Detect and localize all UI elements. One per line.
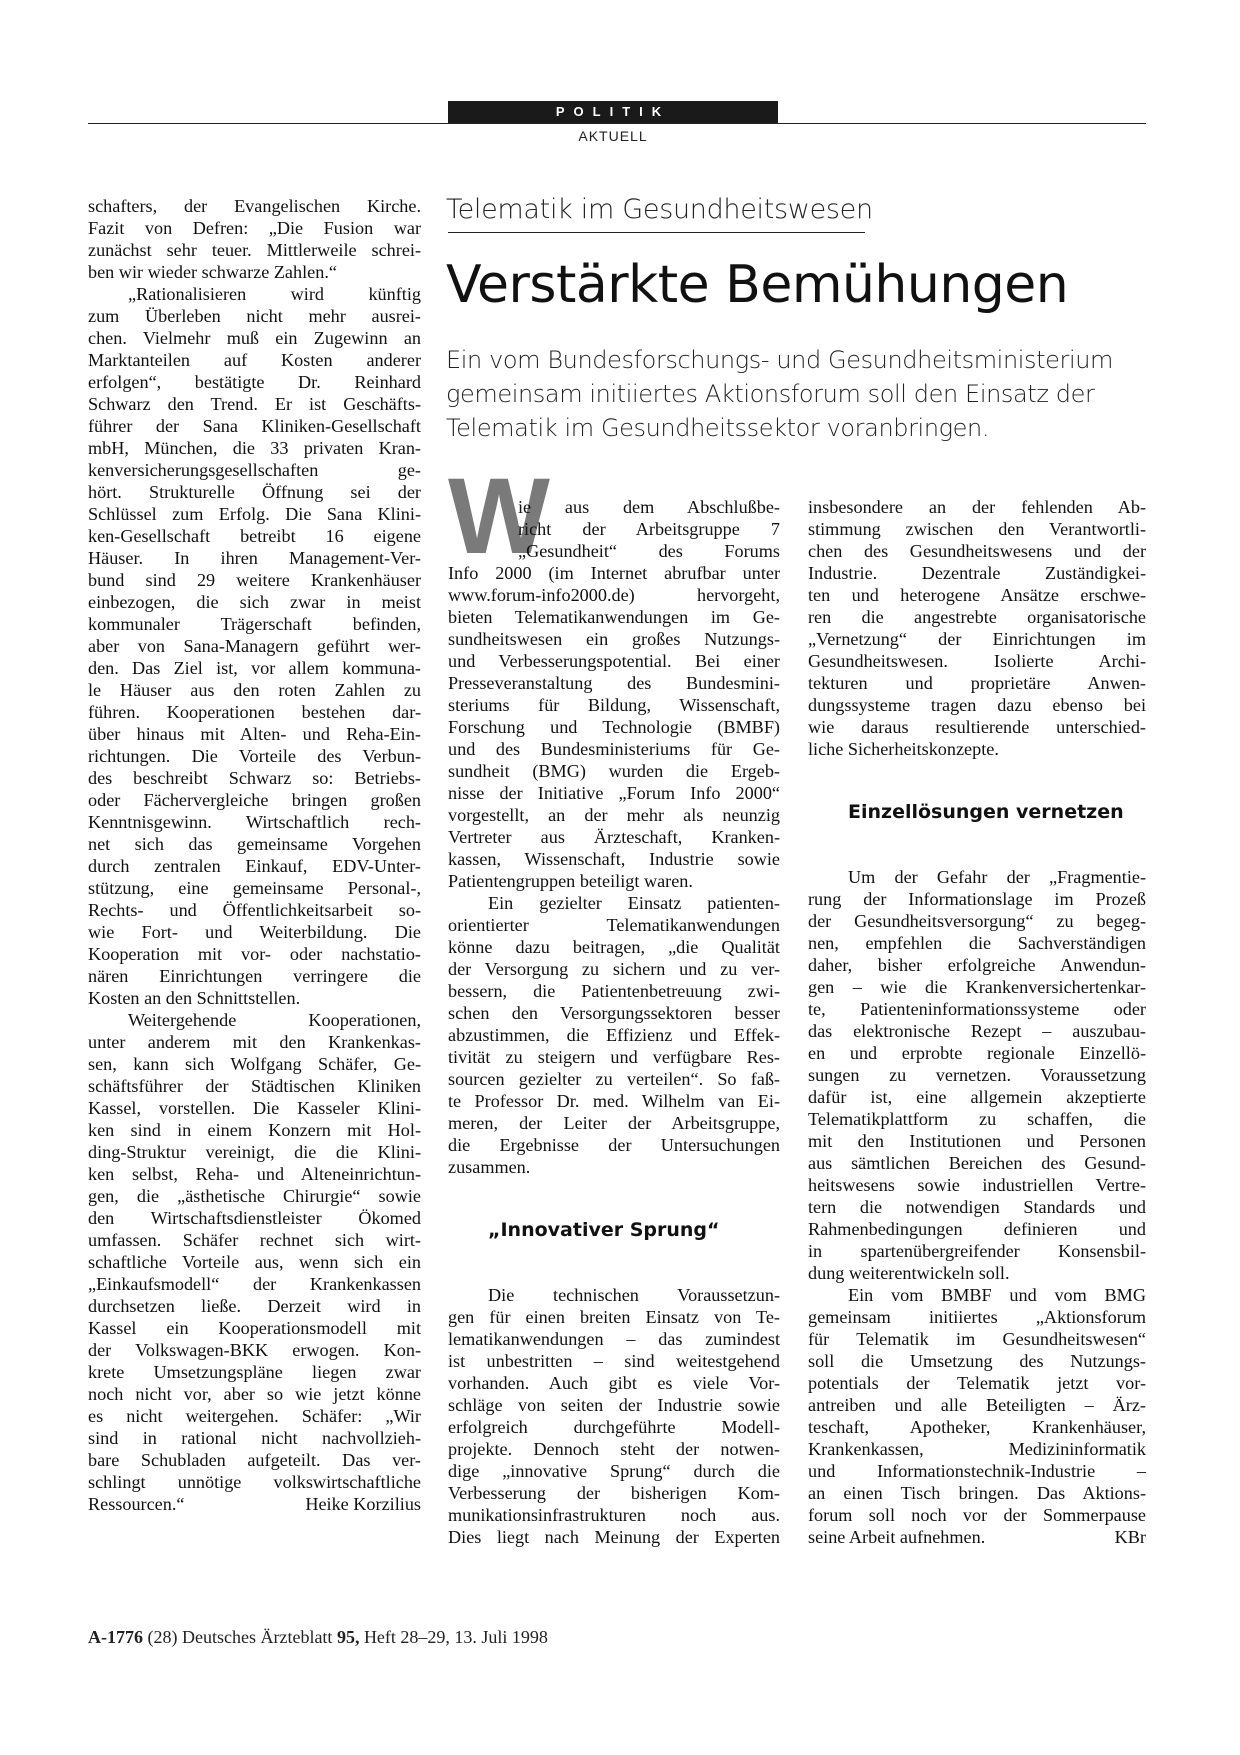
text-line: Fazit von Defren: „Die Fusion war (88, 218, 421, 238)
text-line: des beschreibt Schwarz so: Betriebs- (88, 768, 421, 788)
text-line: gen für einen breiten Einsatz von Te- (448, 1307, 780, 1327)
text-line: dige „innovative Sprung“ durch die (448, 1461, 780, 1481)
text-line: te Professor Dr. med. Wilhelm van Ei- (448, 1091, 780, 1111)
text-line: bieten Telematikanwendungen im Ge- (448, 607, 780, 627)
text-line: unter anderem mit den Krankenkas- (88, 1032, 421, 1052)
text-line: der Versorgung zu sichern und zu ver- (448, 959, 780, 979)
text-line: den Wirtschaftsdienstleister Ökomed (88, 1208, 421, 1228)
text-line: und Informationstechnik-Industrie – (808, 1461, 1146, 1481)
kicker-rule (448, 232, 865, 233)
text-line: „Rationalisieren wird künftig (128, 284, 421, 304)
text-line: der Gesundheitsversorgung“ zu begeg- (808, 911, 1146, 931)
text-line: führer der Sana Kliniken-Gesellschaft (88, 416, 421, 436)
closing-line (808, 1526, 1146, 1548)
closing-text: seine Arbeit aufnehmen. (808, 1527, 986, 1547)
text-line: aber von Sana-Managern geführt wer- (88, 636, 421, 656)
text-line: wie daraus resultierende unterschied- (808, 717, 1146, 737)
text-line: „Einkaufsmodell“ der Krankenkassen (88, 1274, 421, 1294)
text-line: schlingt unnötige volkswirtschaftliche (88, 1472, 421, 1492)
text-line: rung der Informationslage im Prozeß (808, 889, 1146, 909)
text-line: richtungen. Die Vorteile des Verbun- (88, 746, 421, 766)
text-line: projekte. Dennoch steht der notwen- (448, 1439, 780, 1459)
text-line: schäftsführer der Städtischen Kliniken (88, 1076, 421, 1096)
text-line: sundheit (BMG) wurden die Ergeb- (448, 761, 780, 781)
text-line: mbH, München, die 33 privaten Kran- (88, 438, 421, 458)
text-line: vorgestellt, an der mehr als neunzig (448, 805, 780, 825)
text-line: stützung, eine gemeinsame Personal-, (88, 878, 421, 898)
text-line: ken sind in einem Konzern mit Hol- (88, 1120, 421, 1140)
text-line: kenversicherungsgesellschaften ge- (88, 460, 421, 480)
text-line: gemeinsam initiiertes „Aktionsforum (808, 1307, 1146, 1327)
article-kicker: Telematik im Gesundheitswesen (446, 194, 873, 225)
text-line: tivität zu steigern und verfügbare Res- (448, 1047, 780, 1067)
lead-line: gemeinsam initiiertes Aktionsforum soll den Einsatz der (446, 380, 1095, 408)
text-line: gen – wie die Krankenversichertenkar- (808, 977, 1146, 997)
text-line: das elektronische Rezept – auszubau- (808, 1021, 1146, 1041)
text-line: steriums für Bildung, Wissenschaft, (448, 695, 780, 715)
text-line: potentials der Telematik jetzt vor- (808, 1373, 1146, 1393)
text-line: über hinaus mit Alten- und Reha-Ein- (88, 724, 421, 744)
text-line: heitswesens sowie industriellen Vertre- (808, 1175, 1146, 1195)
text-line: Info 2000 (im Internet abrufbar unter (448, 563, 780, 583)
volume: 95, (336, 1627, 360, 1647)
text-line: abzustimmen, die Effizienz und Effek- (448, 1025, 780, 1045)
text-line: ken selbst, Reha- und Alteneinrichtun- (88, 1164, 421, 1184)
text-line: zum Überleben nicht mehr ausrei- (88, 306, 421, 326)
text-line: Gesundheitswesen. Isolierte Archi- (808, 651, 1146, 671)
text-line: und des Bundesministeriums für Ge- (448, 739, 780, 759)
text-line: Dies liegt nach Meinung der Experten (448, 1527, 780, 1547)
text-line: nisse der Initiative „Forum Info 2000“ (448, 783, 780, 803)
text-line: Kassel ein Kooperationsmodell mit (88, 1318, 421, 1338)
text-line: www.forum-info2000.de) hervorgeht, (448, 585, 780, 605)
text-line: ken-Gesellschaft betreibt 16 eigene (88, 526, 421, 546)
text-line: könne dazu beitragen, „die Qualität (448, 937, 780, 957)
text-line: tekturen und proprietäre Anwen- (808, 673, 1146, 693)
text-line: für Telematik im Gesundheitswesen“ (808, 1329, 1146, 1349)
text-line: stimmung zwischen den Verantwortli- (808, 519, 1146, 539)
text-line: liche Sicherheitskonzepte. (808, 739, 999, 759)
text-line: „Gesundheit“ des Forums (518, 541, 780, 561)
text-line: en und erprobte regionale Einzellö- (808, 1043, 1146, 1063)
text-line: le Häuser aus den roten Zahlen zu (88, 680, 421, 700)
text-line: in spartenübergreifender Konsensbil- (808, 1241, 1146, 1261)
text-line: chen. Vielmehr muß ein Zugewinn an (88, 328, 421, 348)
column-2 (448, 496, 780, 1548)
text-line: vorhanden. Auch gibt es viele Vor- (448, 1373, 780, 1393)
text-line: daher, bisher erfolgreiche Anwendun- (808, 955, 1146, 975)
text-line: ding-Struktur vereinigt, die die Klini- (88, 1142, 421, 1162)
section-rubric: POLITIK (448, 101, 778, 123)
text-line: schläge von seiten der Industrie sowie (448, 1395, 780, 1415)
text-line: kommunaler Trägerschaft befinden, (88, 614, 421, 634)
text-line: ben wir wieder schwarze Zahlen.“ (88, 262, 337, 282)
text-line: Kosten an den Schnittstellen. (88, 988, 301, 1008)
text-line: und Verbesserungspotential. Bei einer (448, 651, 780, 671)
page-number: A-1776 (88, 1627, 143, 1647)
text-line: net sich das gemeinsame Vorgehen (88, 834, 421, 854)
text-line: sungen zu vernetzen. Voraussetzung (808, 1065, 1146, 1085)
text-line: Kooperation mit vor- oder nachstatio- (88, 944, 421, 964)
text-line: krete Umsetzungspläne liegen zwar (88, 1362, 421, 1382)
text-line: bessern, die Patientenbetreuung zwi- (448, 981, 780, 1001)
lead-line: Ein vom Bundesforschungs- und Gesundheitsministerium (446, 346, 1114, 374)
text-line: „Vernetzung“ der Einrichtungen im (808, 629, 1146, 649)
text-line: einbezogen, die sich zwar in meist (88, 592, 421, 612)
text-line: mit den Institutionen und Personen (808, 1131, 1146, 1151)
article-headline: Verstärkte Bemühungen (446, 255, 1069, 315)
text-line: Presseveranstaltung des Bundesmini- (448, 673, 780, 693)
text-line: erfolgreich durchgeführte Modell- (448, 1417, 780, 1437)
text-line: dungssysteme tragen dazu ebenso bei (808, 695, 1146, 715)
section-subrubric: AKTUELL (578, 128, 648, 144)
issue-page: (28) Deutsches Ärzteblatt (147, 1627, 333, 1647)
text-line: kassen, Wissenschaft, Industrie sowie (448, 849, 780, 869)
text-line: schafters, der Evangelischen Kirche. (88, 196, 421, 216)
text-line: die Ergebnisse der Untersuchungen (448, 1135, 780, 1155)
text-line: Ein vom BMBF und vom BMG (848, 1285, 1146, 1305)
column-1 (88, 195, 421, 1515)
text-line: lematikanwendungen – das zumindest (448, 1329, 780, 1349)
text-line: Telematikplattform zu schaffen, die (808, 1109, 1146, 1129)
text-line: wie Fort- und Weiterbildung. Die (88, 922, 421, 942)
text-line: sundheitswesen ein großes Nutzungs- (448, 629, 780, 649)
text-line: Krankenkassen, Medizininformatik (808, 1439, 1146, 1459)
text-line: umfassen. Schäfer rechnet sich wirt- (88, 1230, 421, 1250)
text-line: bare Schubladen aufgeteilt. Das ver- (88, 1450, 421, 1470)
column-3 (808, 496, 1146, 1548)
text-line: ren die angestrebte organisatorische (808, 607, 1146, 627)
text-line: dafür ist, eine allgemein akzeptierte (808, 1087, 1146, 1107)
text-line: ten und heterogene Ansätze erschwe- (808, 585, 1146, 605)
text-line: sourcen gezielter zu verteilen“. So faß- (448, 1069, 780, 1089)
text-line: es nicht weitergehen. Schäfer: „Wir (88, 1406, 421, 1426)
text-line: den. Das Ziel ist, vor allem kommuna- (88, 658, 421, 678)
text-line: Ein gezielter Einsatz patienten- (488, 893, 780, 913)
text-line: soll die Umsetzung des Nutzungs- (808, 1351, 1146, 1371)
text-line: Häuser. In ihren Management-Ver- (88, 548, 421, 568)
text-line: dung weiterentwickeln soll. (808, 1263, 1010, 1283)
text-line: Schlüssel zum Erfolg. Die Sana Klini- (88, 504, 421, 524)
text-line: durch zentralen Einkauf, EDV-Unter- (88, 856, 421, 876)
text-line: hört. Strukturelle Öffnung sei der (88, 482, 421, 502)
text-line: ist unbestritten – sind weitestgehend (448, 1351, 780, 1371)
article-lead (446, 343, 1146, 445)
text-line: bund sind 29 weitere Krankenhäuser (88, 570, 421, 590)
text-line: Marktanteilen auf Kosten anderer (88, 350, 421, 370)
author-signature: KBr (1114, 1527, 1146, 1547)
text-line: Kassel, vorstellen. Die Kasseler Klini- (88, 1098, 421, 1118)
author-signature: Heike Korzilius (305, 1494, 421, 1514)
text-line: führen. Kooperationen bestehen dar- (88, 702, 421, 722)
subheading: „Innovativer Sprung“ (488, 1219, 720, 1241)
issue-details: Heft 28–29, 13. Juli 1998 (363, 1627, 548, 1647)
text-line: schaftliche Vorteile aus, wenn sich ein (88, 1252, 421, 1272)
closing-line (88, 1493, 421, 1515)
text-line: zusammen. (448, 1157, 531, 1177)
text-line: antreiben und alle Beteiligten – Ärz- (808, 1395, 1146, 1415)
text-line: Rahmenbedingungen definieren und (808, 1219, 1146, 1239)
header-rule (88, 123, 1146, 124)
text-line: munikationsinfrastrukturen noch aus. (448, 1505, 780, 1525)
text-line: erfolgen“, bestätigte Dr. Reinhard (88, 372, 421, 392)
text-line: tern die notwendigen Standards und (808, 1197, 1146, 1217)
text-line: teschaft, Apotheker, Krankenhäuser, (808, 1417, 1146, 1437)
text-line: an einen Tisch bringen. Das Aktions- (808, 1483, 1146, 1503)
text-line: oder Fächervergleiche bringen großen (88, 790, 421, 810)
text-line: Kenntnisgewinn. Wirtschaftlich rech- (88, 812, 421, 832)
text-line: Vertreter aus Ärzteschaft, Kranken- (448, 827, 780, 847)
text-line: Industrie. Dezentrale Zuständigkei- (808, 563, 1146, 583)
text-line: Patientengruppen beteiligt waren. (448, 871, 693, 891)
text-line: nären Einrichtungen verringere die (88, 966, 421, 986)
text-line: Schwarz den Trend. Er ist Geschäfts- (88, 394, 421, 414)
text-line: te, Patienteninformationssysteme oder (808, 999, 1146, 1019)
page-footer (88, 1627, 548, 1648)
text-line: schen den Versorgungssektoren besser (448, 1003, 780, 1023)
text-line: ie aus dem Abschlußbe- (518, 497, 780, 517)
text-line: richt der Arbeitsgruppe 7 (518, 519, 780, 539)
text-line: chen des Gesundheitswesens und der (808, 541, 1146, 561)
text-line: durchsetzen ließe. Derzeit wird in (88, 1296, 421, 1316)
text-line: insbesondere an der fehlenden Ab- (808, 497, 1146, 517)
text-line: aus sämtlichen Bereichen des Gesund- (808, 1153, 1146, 1173)
text-line: Um der Gefahr der „Fragmentie- (848, 867, 1146, 887)
closing-text: Ressourcen.“ (88, 1494, 185, 1514)
text-line: noch nicht vor, aber so wie jetzt könne (88, 1384, 421, 1404)
text-line: Verbesserung der bisherigen Kom- (448, 1483, 780, 1503)
text-line: orientierter Telematikanwendungen (448, 915, 780, 935)
text-line: sind in rational nicht nachvollzieh- (88, 1428, 421, 1448)
text-line: gen, die „ästhetische Chirurgie“ sowie (88, 1186, 421, 1206)
text-line: Rechts- und Öffentlichkeitsarbeit so- (88, 900, 421, 920)
text-line: Die technischen Voraussetzun- (488, 1285, 780, 1305)
text-line: forum soll noch vor der Sommerpause (808, 1505, 1146, 1525)
subheading: Einzellösungen vernetzen (848, 801, 1124, 823)
text-line: zunächst sehr teuer. Mittlerweile schrei- (88, 240, 421, 260)
text-line: nen, empfehlen die Sachverständigen (808, 933, 1146, 953)
text-line: Forschung und Technologie (BMBF) (448, 717, 780, 737)
text-line: Weitergehende Kooperationen, (128, 1010, 421, 1030)
text-line: meren, der Leiter der Arbeitsgruppe, (448, 1113, 780, 1133)
text-line: sen, kann sich Wolfgang Schäfer, Ge- (88, 1054, 421, 1074)
lead-line: Telematik im Gesundheitssektor voranbringen. (446, 414, 990, 442)
text-line: der Volkswagen-BKK erwogen. Kon- (88, 1340, 421, 1360)
drop-cap: W (448, 455, 550, 576)
